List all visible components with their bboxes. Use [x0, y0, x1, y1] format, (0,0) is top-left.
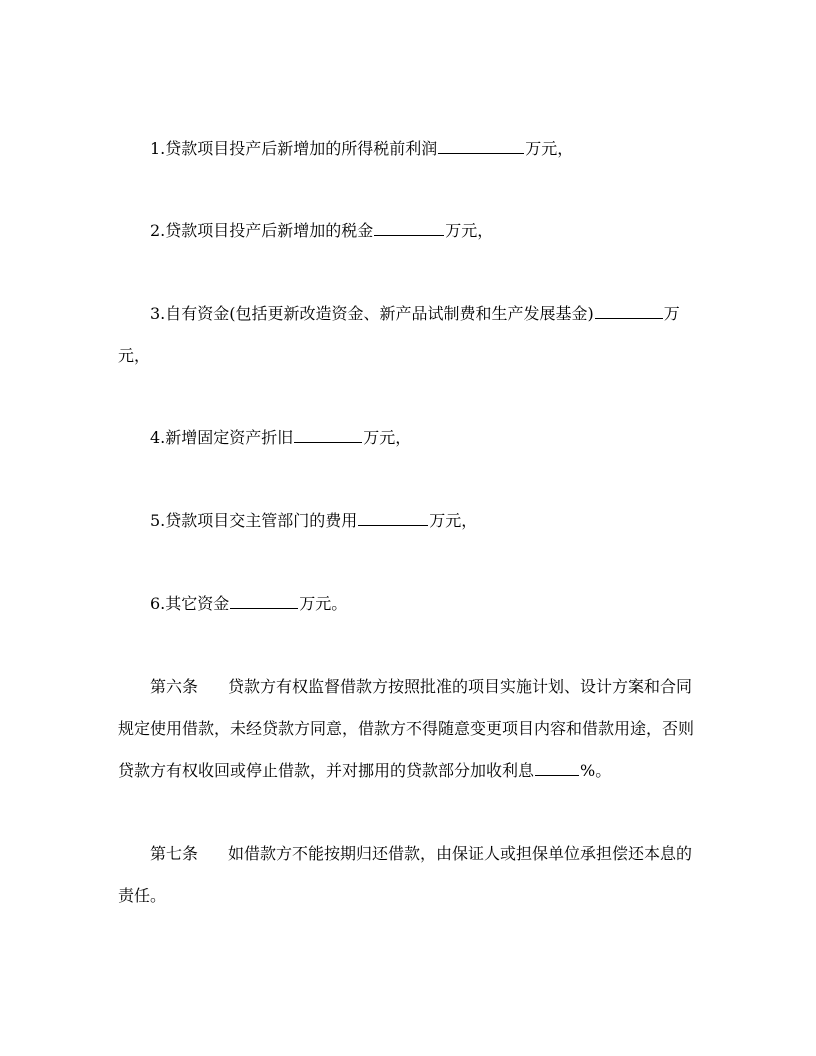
article-7-text-1: 如借款方不能按期归还借款，由保证人或担保单位承担偿还本息的 [228, 844, 693, 863]
list-item-1 [150, 128, 730, 170]
list-item-3 [150, 293, 730, 335]
article-6-text-1: 贷款方有权监督借款方按照批准的项目实施计划、设计方案和合同 [228, 677, 693, 696]
article-6-line-3 [118, 750, 698, 792]
item-2-blank [374, 221, 444, 236]
item-1-blank [438, 139, 524, 154]
item-2-text: 2.贷款项目投产后新增加的税金 [150, 221, 374, 240]
item-6-text: 6.其它资金 [150, 594, 230, 613]
list-item-5 [150, 500, 730, 542]
item-4-unit: 万元， [363, 428, 412, 447]
item-5-blank [358, 511, 428, 526]
article-7-line-2 [118, 875, 698, 917]
article-7-line-1 [150, 833, 698, 875]
item-5-text: 5.贷款项目交主管部门的费用 [150, 511, 358, 530]
list-item-6 [150, 583, 730, 625]
list-item-4 [150, 417, 730, 459]
item-6-blank [230, 594, 298, 609]
item-5-unit: 万元， [429, 511, 478, 530]
item-3-blank [595, 304, 663, 319]
list-item-3-continuation [118, 335, 698, 377]
item-6-unit: 万元。 [299, 594, 348, 613]
article-6-line-1 [150, 666, 698, 708]
item-3-text: 3.自有资金(包括更新改造资金、新产品试制费和生产发展基金) [150, 304, 594, 323]
item-4-blank [294, 428, 362, 443]
article-6-text-2: 规定使用借款，未经贷款方同意，借款方不得随意变更项目内容和借款用途，否则 [118, 719, 695, 738]
article-6-text-3: 贷款方有权收回或停止借款，并对挪用的贷款部分加收利息 [118, 761, 535, 780]
article-7-text-2: 责任。 [118, 886, 167, 905]
article-6-text-end: %。 [580, 761, 612, 780]
list-item-2 [150, 210, 730, 252]
article-6-heading: 第六条 [150, 677, 199, 696]
item-4-text: 4.新增固定资产折旧 [150, 428, 294, 447]
item-2-unit: 万元， [445, 221, 494, 240]
item-3-unit-line1: 万 [663, 304, 680, 323]
item-3-unit-line2: 元， [118, 346, 151, 365]
item-1-unit: 万元， [525, 139, 574, 158]
item-1-text: 1.贷款项目投产后新增加的所得税前利润 [150, 139, 438, 158]
article-6-line-2 [118, 708, 698, 750]
article-6-blank [535, 761, 579, 776]
article-7-heading: 第七条 [150, 844, 199, 863]
